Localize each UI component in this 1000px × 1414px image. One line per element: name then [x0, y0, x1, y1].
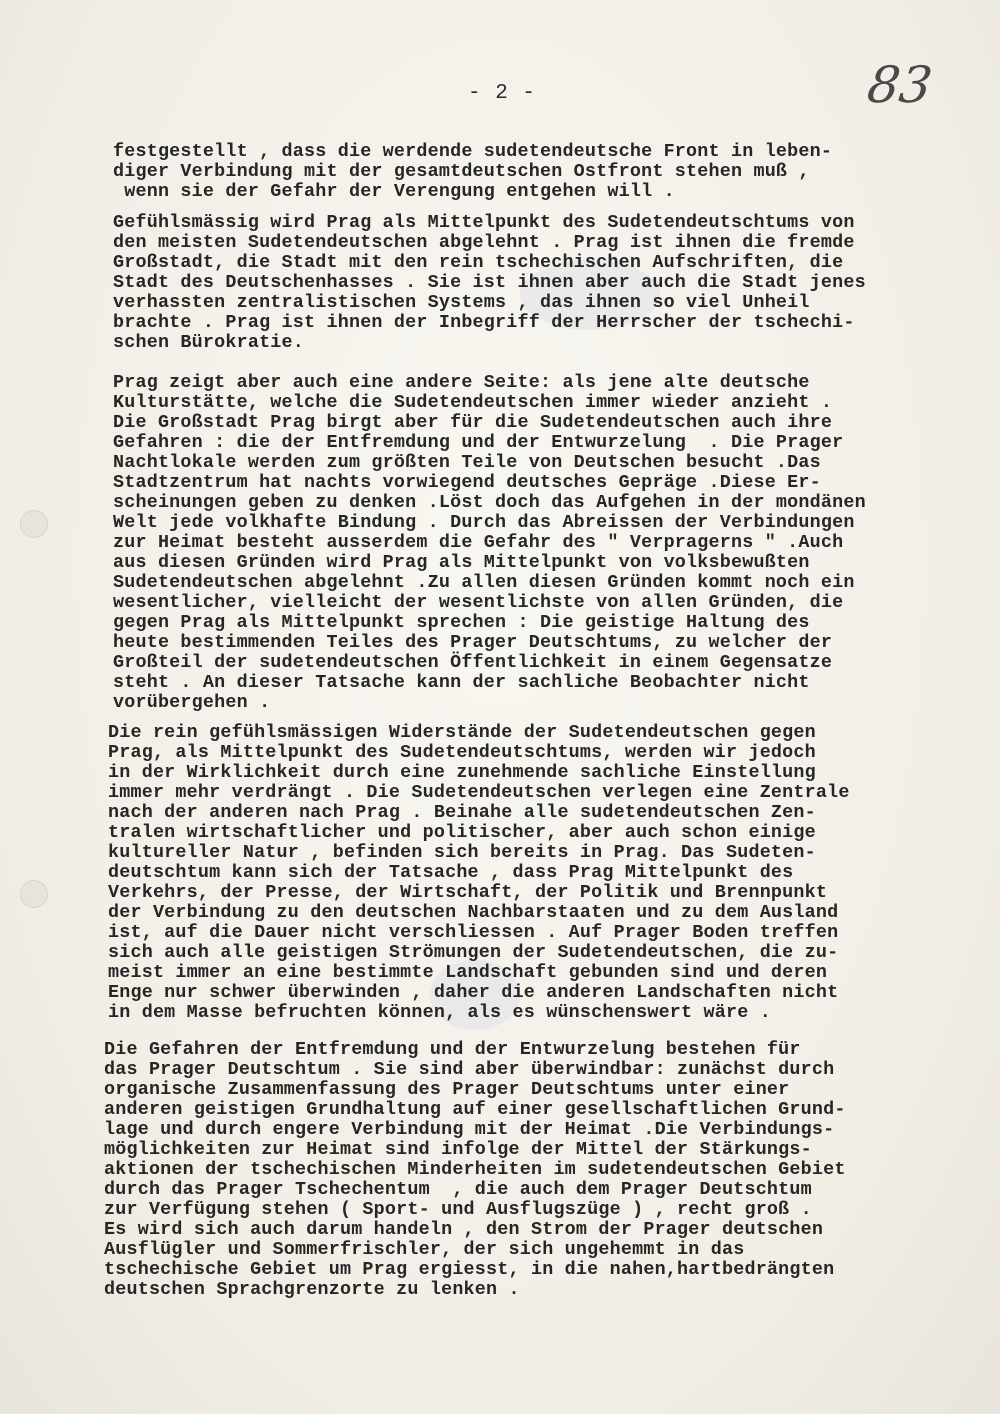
text-line: deutschtum kann sich der Tatsache , dass Prag Mittelpunkt des	[108, 862, 794, 883]
text-line: wenn sie der Gefahr der Verengung entgehen will .	[113, 181, 675, 202]
text-line: Großteil der sudetendeutschen Öffentlichkeit in einem Gegensatze	[113, 652, 833, 673]
text-line: Welt jede volkhafte Bindung . Durch das Abreissen der Verbindungen	[113, 512, 855, 533]
text-line: Prag zeigt aber auch eine andere Seite: als jene alte deutsche	[113, 372, 810, 393]
text-line: meist immer an eine bestimmte Landschaft gebunden sind und deren	[108, 962, 828, 983]
text-line: zur Heimat besteht ausserdem die Gefahr des " Verpragerns " .Auch	[113, 532, 844, 553]
text-line: Sudetendeutschen abgelehnt .Zu allen diesen Gründen kommt noch ein	[113, 572, 855, 593]
text-line: brachte . Prag ist ihnen der Inbegriff der Herrscher der tschechi-	[113, 312, 855, 333]
text-line: lage und durch engere Verbindung mit der Heimat .Die Verbindungs-	[104, 1119, 835, 1140]
text-line: möglichkeiten zur Heimat sind infolge der Mittel der Stärkungs-	[104, 1139, 812, 1160]
text-line: aktionen der tschechischen Minderheiten im sudetendeutschen Gebiet	[104, 1159, 846, 1180]
text-line: das Prager Deutschtum . Sie sind aber überwindbar: zunächst durch	[104, 1059, 835, 1080]
text-line: gegen Prag als Mittelpunkt sprechen : Die geistige Haltung des	[113, 612, 810, 633]
text-line: zur Verfügung stehen ( Sport- und Ausflugszüge ) , recht groß .	[104, 1199, 812, 1220]
text-line: steht . An dieser Tatsache kann der sachliche Beobachter nicht	[113, 672, 810, 693]
text-line: nach der anderen nach Prag . Beinahe alle sudetendeutschen Zen-	[108, 802, 816, 823]
text-line: durch das Prager Tschechentum , die auch dem Prager Deutschtum	[104, 1179, 812, 1200]
punch-hole	[20, 510, 48, 538]
text-line: in der Wirklichkeit durch eine zunehmende sachliche Einstellung	[108, 762, 816, 783]
text-line: in dem Masse befruchten können, als es wünschenswert wäre .	[108, 1002, 771, 1023]
text-line: Kulturstätte, welche die Sudetendeutschen immer wieder anzieht .	[113, 392, 833, 413]
text-line: tschechische Gebiet um Prag ergiesst, in die nahen,hartbedrängten	[104, 1259, 835, 1280]
text-line: verhassten zentralistischen Systems , das ihnen so viel Unheil	[113, 292, 810, 313]
text-line: Nachtlokale werden zum größten Teile von Deutschen besucht .Das	[113, 452, 821, 473]
text-line: sich auch alle geistigen Strömungen der Sudetendeutschen, die zu-	[108, 942, 839, 963]
text-line: tralen wirtschaftlicher und politischer, aber auch schon einige	[108, 822, 816, 843]
folio-number: 83	[863, 56, 936, 114]
text-line: heute bestimmenden Teiles des Prager Deutschtums, zu welcher der	[113, 632, 833, 653]
text-line: den meisten Sudetendeutschen abgelehnt . Prag ist ihnen die fremde	[113, 232, 855, 253]
text-line: deutschen Sprachgrenzorte zu lenken .	[104, 1279, 520, 1300]
text-line: Stadt des Deutschenhasses . Sie ist ihnen aber auch die Stadt jenes	[113, 272, 866, 293]
text-line: ist, auf die Dauer nicht verschliessen . Auf Prager Boden treffen	[108, 922, 839, 943]
text-line: Enge nur schwer überwinden , daher die anderen Landschaften nicht	[108, 982, 839, 1003]
page-number: - 2 -	[468, 82, 537, 105]
text-line: anderen geistigen Grundhaltung auf einer gesellschaftlichen Grund-	[104, 1099, 846, 1120]
text-line: Die rein gefühlsmässigen Widerstände der Sudetendeutschen gegen	[108, 722, 816, 743]
text-line: Verkehrs, der Presse, der Wirtschaft, der Politik und Brennpunkt	[108, 882, 828, 903]
text-line: immer mehr verdrängt . Die Sudetendeutschen verlegen eine Zentrale	[108, 782, 850, 803]
text-line: festgestellt , dass die werdende sudetendeutsche Front in leben-	[113, 141, 833, 162]
text-line: aus diesen Gründen wird Prag als Mittelpunkt von volksbewußten	[113, 552, 810, 573]
text-line: Die Gefahren der Entfremdung und der Entwurzelung bestehen für	[104, 1039, 801, 1060]
text-line: kultureller Natur , befinden sich bereits in Prag. Das Sudeten-	[108, 842, 816, 863]
text-line: scheinungen geben zu denken .Löst doch das Aufgehen in der mondänen	[113, 492, 866, 513]
text-line: Gefühlsmässig wird Prag als Mittelpunkt des Sudetendeutschtums von	[113, 212, 855, 233]
text-line: schen Bürokratie.	[113, 332, 305, 353]
text-line: Es wird sich auch darum handeln , den Strom der Prager deutschen	[104, 1219, 824, 1240]
text-line: wesentlicher, vielleicht der wesentlichste von allen Gründen, die	[113, 592, 844, 613]
text-line: Stadtzentrum hat nachts vorwiegend deutsches Gepräge .Diese Er-	[113, 472, 821, 493]
text-line: Prag, als Mittelpunkt des Sudetendeutschtums, werden wir jedoch	[108, 742, 816, 763]
text-line: Gefahren : die der Entfremdung und der Entwurzelung . Die Prager	[113, 432, 844, 453]
text-line: Großstadt, die Stadt mit den rein tschechischen Aufschriften, die	[113, 252, 844, 273]
text-line: der Verbindung zu den deutschen Nachbarstaaten und zu dem Ausland	[108, 902, 839, 923]
text-line: Die Großstadt Prag birgt aber für die Sudetendeutschen auch ihre	[113, 412, 833, 433]
text-line: organische Zusammenfassung des Prager Deutschtums unter einer	[104, 1079, 790, 1100]
text-line: vorübergehen .	[113, 692, 271, 713]
text-line: diger Verbindung mit der gesamtdeutschen Ostfront stehen muß ,	[113, 161, 810, 182]
punch-hole	[20, 880, 48, 908]
text-line: Ausflügler und Sommerfrischler, der sich ungehemmt in das	[104, 1239, 745, 1260]
